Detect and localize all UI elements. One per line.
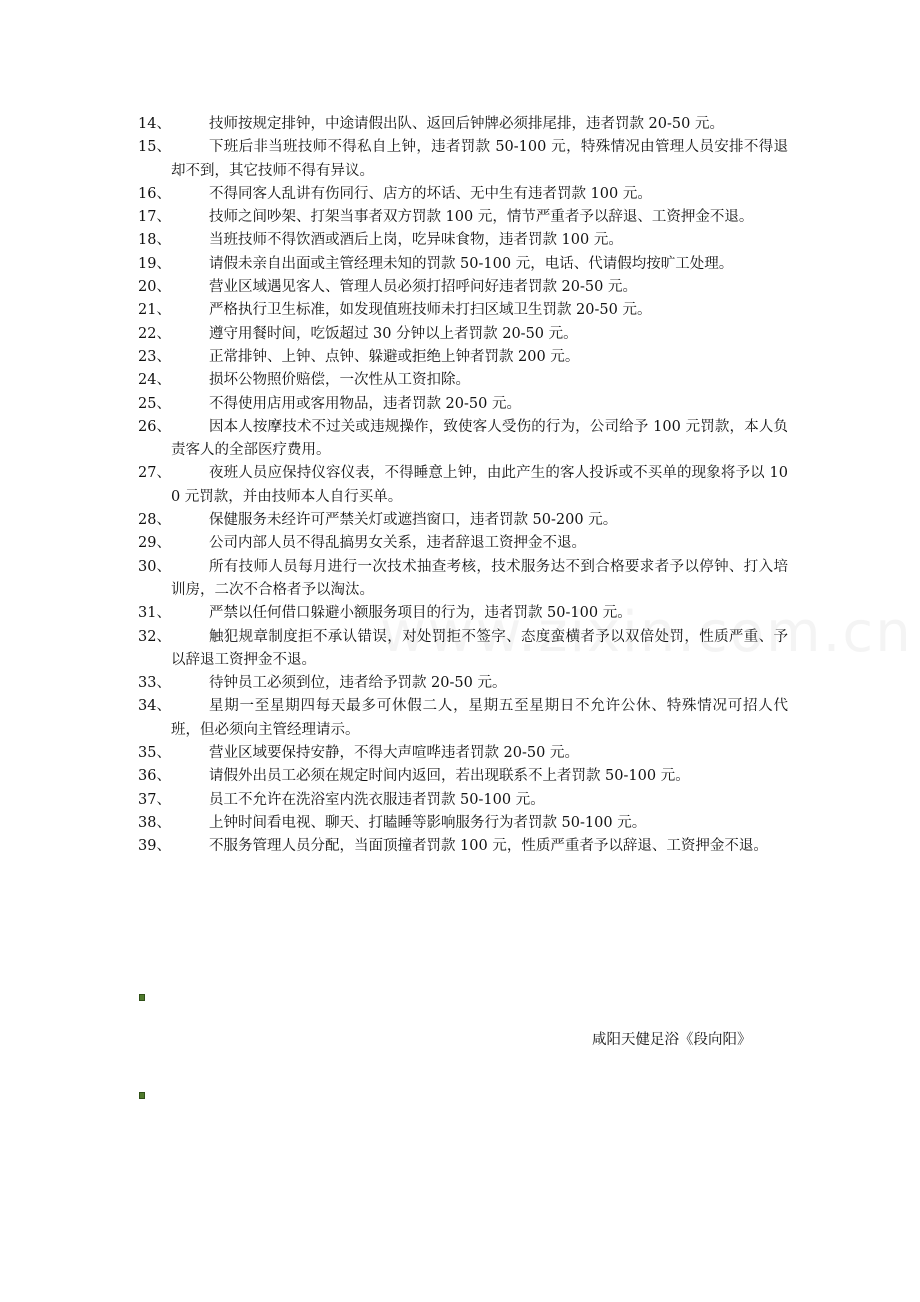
rule-item	[138, 393, 788, 416]
rule-item	[138, 695, 788, 742]
rule-text: 请假外出员工必须在规定时间内返回，若出现联系不上者罚款 50-100 元。	[208, 768, 690, 785]
rule-item	[138, 765, 788, 788]
rule-number: 18、	[138, 232, 171, 249]
rule-text: 营业区域要保持安静，不得大声喧哗违者罚款 20-50 元。	[208, 745, 579, 762]
rule-number: 36、	[138, 768, 171, 785]
rule-text: 夜班人员应保持仪容仪表，不得睡意上钟，由此产生的客人投诉或不买单的现象将予以 100 元罚款，并由技师本人自行买单。	[170, 465, 788, 505]
rule-item	[138, 183, 788, 206]
rule-text: 不得同客人乱讲有伤同行、店方的坏话、无中生有违者罚款 100 元。	[208, 185, 652, 202]
green-bullet-icon	[139, 994, 145, 1001]
rule-number: 19、	[138, 255, 171, 272]
rule-number: 24、	[138, 372, 171, 389]
rule-number: 38、	[138, 814, 171, 831]
rule-text: 不服务管理人员分配，当面顶撞者罚款 100 元，性质严重者予以辞退、工资押金不退。	[208, 838, 768, 855]
rule-number: 27、	[138, 465, 171, 482]
rule-text: 严禁以任何借口躲避小额服务项目的行为，违者罚款 50-100 元。	[208, 605, 632, 622]
rule-item	[138, 532, 788, 555]
rule-number: 23、	[138, 348, 171, 365]
rule-number: 15、	[138, 139, 171, 156]
rule-item	[138, 323, 788, 346]
rule-item	[138, 136, 788, 183]
rule-number: 34、	[138, 698, 171, 715]
rule-text: 星期一至星期四每天最多可休假二人，星期五至星期日不允许公休、特殊情况可招人代班，但必须向主管经理请示。	[170, 698, 788, 738]
rule-item	[138, 276, 788, 299]
rule-item	[138, 742, 788, 765]
rule-number: 29、	[138, 535, 171, 552]
rule-item	[138, 556, 788, 603]
rule-text: 触犯规章制度拒不承认错误，对处罚拒不签字、态度蛮横者予以双倍处罚，性质严重、予以辞退工资押金不退。	[170, 628, 788, 668]
rule-item	[138, 672, 788, 695]
rule-item	[138, 113, 788, 136]
rule-number: 32、	[138, 628, 171, 645]
rule-text: 上钟时间看电视、聊天、打瞌睡等影响服务行为者罚款 50-100 元。	[208, 814, 647, 831]
rule-item	[138, 416, 788, 463]
rule-number: 35、	[138, 745, 171, 762]
rule-text: 待钟员工必须到位，违者给予罚款 20-50 元。	[208, 675, 507, 692]
rule-text: 遵守用餐时间，吃饭超过 30 分钟以上者罚款 20-50 元。	[208, 325, 578, 342]
rule-text: 损坏公物照价赔偿，一次性从工资扣除。	[208, 372, 470, 389]
rule-item	[138, 812, 788, 835]
rule-number: 25、	[138, 395, 171, 412]
rule-item	[138, 462, 788, 509]
rule-text: 不得使用店用或客用物品，违者罚款 20-50 元。	[208, 395, 521, 412]
rule-number: 37、	[138, 791, 171, 808]
rule-text: 严格执行卫生标准，如发现值班技师未打扫区域卫生罚款 20-50 元。	[208, 302, 652, 319]
rule-item	[138, 626, 788, 673]
rule-item	[138, 789, 788, 812]
rule-text: 下班后非当班技师不得私自上钟，违者罚款 50-100 元，特殊情况由管理人员安排不得退却不到，其它技师不得有异议。	[170, 139, 788, 179]
rule-number: 17、	[138, 209, 171, 226]
rule-number: 33、	[138, 675, 171, 692]
rule-number: 31、	[138, 605, 171, 622]
signature: 咸阳天健足浴《段向阳》	[592, 1032, 752, 1048]
rule-item	[138, 229, 788, 252]
rule-text: 保健服务未经许可严禁关灯或遮挡窗口，违者罚款 50-200 元。	[208, 512, 618, 529]
rule-text: 所有技师人员每月进行一次技术抽查考核，技术服务达不到合格要求者予以停钟、打入培训房，二次不合格者予以淘汰。	[170, 558, 788, 598]
rule-text: 请假未亲自出面或主管经理未知的罚款 50-100 元，电话、代请假均按旷工处理。	[208, 255, 734, 272]
rule-number: 39、	[138, 838, 171, 855]
rule-number: 16、	[138, 185, 171, 202]
rule-text: 员工不允许在洗浴室内洗衣服违者罚款 50-100 元。	[208, 791, 545, 808]
rule-number: 26、	[138, 418, 171, 435]
rule-item	[138, 253, 788, 276]
rule-item	[138, 299, 788, 322]
green-bullet-icon	[139, 1092, 145, 1099]
rule-text: 正常排钟、上钟、点钟、躲避或拒绝上钟者罚款 200 元。	[208, 348, 580, 365]
rule-item	[138, 346, 788, 369]
rule-number: 22、	[138, 325, 171, 342]
rule-text: 营业区域遇见客人、管理人员必须打招呼问好违者罚款 20-50 元。	[208, 279, 637, 296]
rule-number: 20、	[138, 279, 171, 296]
rule-number: 28、	[138, 512, 171, 529]
rule-number: 14、	[138, 116, 171, 132]
rule-item	[138, 206, 788, 229]
rule-item	[138, 602, 788, 625]
rule-number: 30、	[138, 558, 171, 575]
rule-number: 21、	[138, 302, 171, 319]
rule-text: 技师按规定排钟，中途请假出队、返回后钟牌必须排尾排，违者罚款 20-50 元。	[208, 116, 724, 132]
rule-item	[138, 369, 788, 392]
rule-text: 因本人按摩技术不过关或违规操作，致使客人受伤的行为，公司给予 100 元罚款，本人负责客人的全部医疗费用。	[170, 418, 788, 459]
rules-list	[138, 113, 788, 859]
rule-item	[138, 835, 788, 858]
rule-text: 公司内部人员不得乱搞男女关系，违者辞退工资押金不退。	[208, 535, 586, 552]
rule-text: 技师之间吵架、打架当事者双方罚款 100 元，情节严重者予以辞退、工资押金不退。	[208, 209, 754, 226]
rule-item	[138, 509, 788, 532]
rule-text: 当班技师不得饮酒或酒后上岗，吃异味食物，违者罚款 100 元。	[208, 232, 623, 249]
